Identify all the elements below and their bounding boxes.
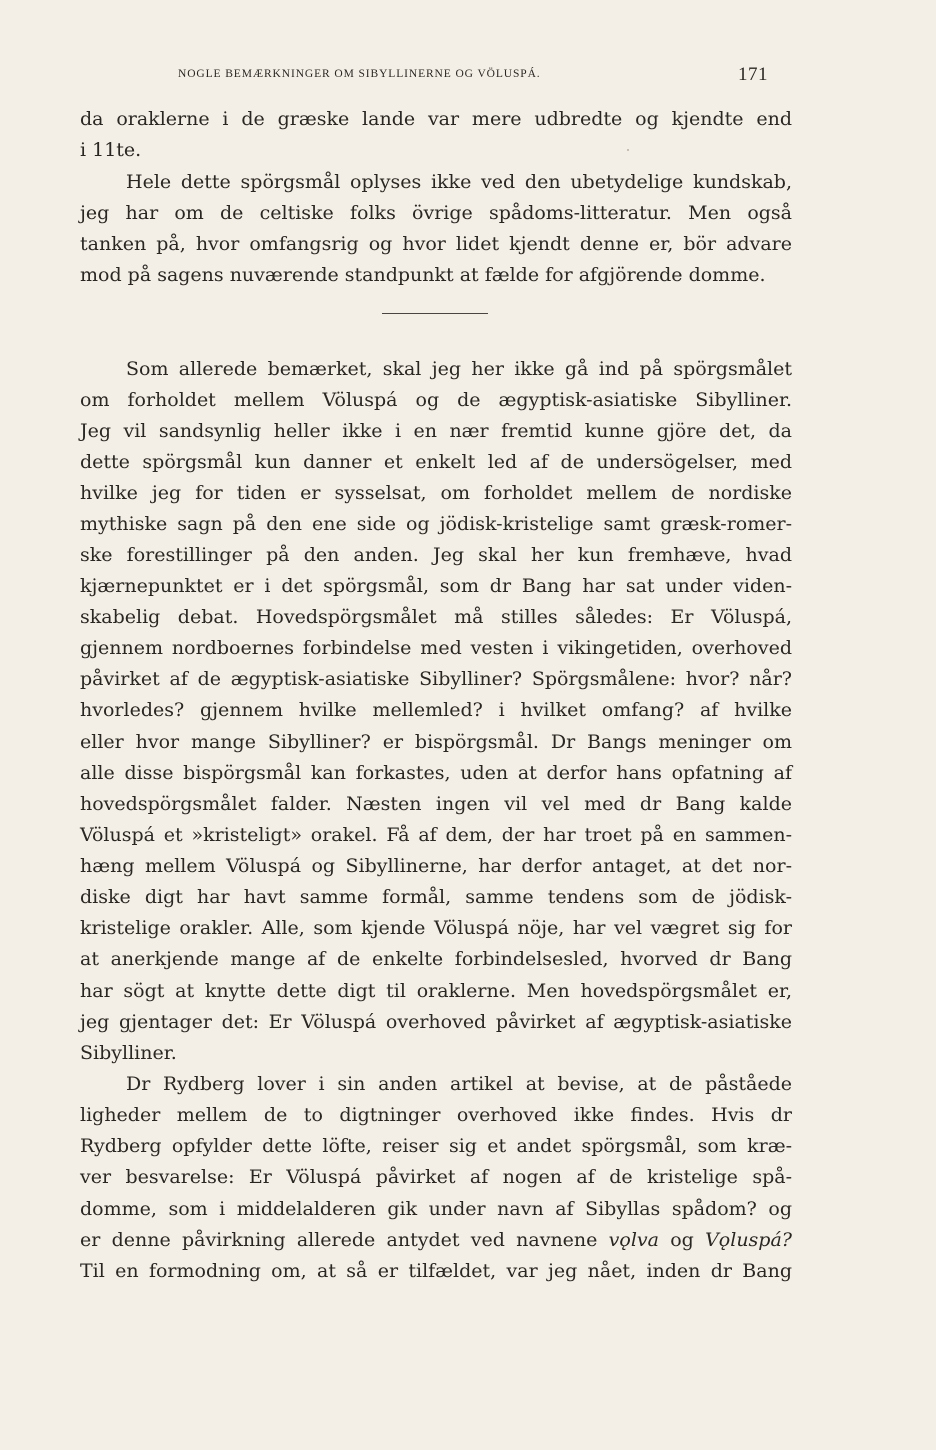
italic-term-volva: vǫlva [608, 1229, 659, 1251]
text-line: Sibylliner. [80, 1042, 177, 1064]
running-head [178, 66, 768, 86]
text-line: Som allerede bemærket, skal jeg her ikke gå ind på spörgsmålet [126, 358, 792, 380]
text-line: mod på sagens nuværende standpunkt at fælde for afgjörende domme. [80, 264, 766, 286]
text-line: Hele dette spörgsmål oplyses ikke ved den ubetydelige kundskab, [126, 171, 792, 193]
text-line: hvilke jeg for tiden er sysselsat, om forholdet mellem de nordiske [80, 482, 792, 504]
text-line-with-italics [80, 1225, 792, 1256]
italic-term-voluspa: Vǫluspá? [705, 1229, 792, 1251]
text-line: ver besvarelse: Er Völuspá påvirket af nogen af de kristelige spå- [80, 1166, 792, 1188]
text-line: alle disse bispörgsmål kan forkastes, uden at derfor hans opfatning af [80, 762, 792, 784]
text-line: i 11te. [80, 139, 142, 161]
line-text: er denne påvirkning allerede antydet ved navnene [80, 1229, 609, 1251]
text-line: at anerkjende mange af de enkelte forbindelsesled, hvorved dr Bang [80, 948, 792, 970]
text-line: ske forestillinger på den anden. Jeg skal her kun fremhæve, hvad [80, 544, 792, 566]
text-line: Dr Rydberg lover i sin anden artikel at bevise, at de påståede [126, 1073, 792, 1095]
text-line: ligheder mellem de to digtninger overhoved ikke findes. Hvis dr [80, 1104, 792, 1126]
text-line: påvirket af de ægyptisk-asiatiske Sibylliner? Spörgsmålene: hvor? når? [80, 668, 792, 690]
text-line: kristelige orakler. Alle, som kjende Völuspá nöje, har vel vægret sig for [80, 917, 792, 939]
conjunction: og [658, 1229, 706, 1251]
text-line: Jeg vil sandsynlig heller ikke i en nær fremtid kunne gjöre det, da [80, 420, 792, 442]
text-line: Til en formodning om, at så er tilfældet, var jeg nået, inden dr Bang [80, 1260, 792, 1282]
text-line: skabelig debat. Hovedspörgsmålet må stilles således: Er Völuspá, [80, 606, 792, 628]
text-line: Völuspá et »kristeligt» orakel. Få af dem, der har troet på en sammen- [80, 824, 792, 846]
text-line: kjærnepunktet er i det spörgsmål, som dr Bang har sat under viden- [80, 575, 792, 597]
text-line: Rydberg opfylder dette löfte, reiser sig et andet spörgsmål, som kræ- [80, 1135, 792, 1157]
text-line: diske digt har havt samme formål, samme tendens som de jödisk- [80, 886, 792, 908]
text-line: eller hvor mange Sibylliner? er bispörgsmål. Dr Bangs meninger om [80, 731, 792, 753]
page-number: 171 [738, 64, 768, 85]
text-line: jeg gjentager det: Er Völuspá overhoved påvirket af ægyptisk-asiatiske [80, 1011, 792, 1033]
text-line: mythiske sagn på den ene side og jödisk-kristelige samt græsk-romer- [80, 513, 792, 535]
text-line: om forholdet mellem Völuspá og de ægyptisk-asiatiske Sibylliner. [80, 389, 792, 411]
text-line: hovedspörgsmålet falder. Næsten ingen vil vel med dr Bang kalde [80, 793, 792, 815]
text-line: domme, som i middelalderen gik under navn af Sibyllas spådom? og [80, 1198, 792, 1220]
text-line: hvorledes? gjennem hvilke mellemled? i hvilket omfang? af hvilke [80, 699, 792, 721]
text-line: tanken på, hvor omfangsrig og hvor lidet kjendt denne er, bör advare [80, 233, 792, 255]
text-line: har sögt at knytte dette digt til oraklerne. Men hovedspörgsmålet er, [80, 980, 792, 1002]
text-line: da oraklerne i de græske lande var mere udbredte og kjendte end [80, 108, 792, 130]
text-line: hæng mellem Völuspá og Sibyllinerne, har derfor antaget, at det nor- [80, 855, 792, 877]
running-title: NOGLE BEMÆRKNINGER OM SIBYLLINERNE OG VÖLUSPÁ. [178, 68, 541, 80]
text-line: gjennem nordboernes forbindelse med vesten i vikingetiden, overhoved [80, 637, 792, 659]
section-divider [382, 313, 488, 314]
text-line: dette spörgsmål kun danner et enkelt led af de undersögelser, med [80, 451, 792, 473]
text-line: jeg har om de celtiske folks övrige spådoms-litteratur. Men også [80, 202, 792, 224]
